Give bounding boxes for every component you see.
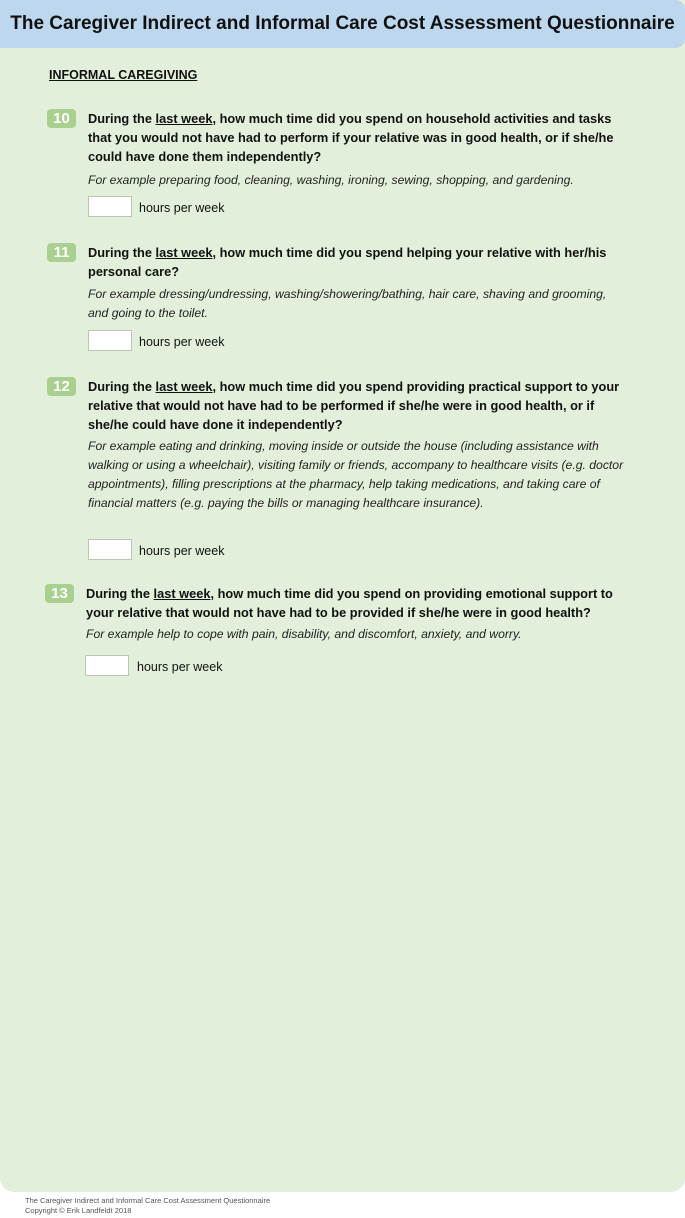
question-example: For example dressing/undressing, washing/showering/bathing, hair care, shaving and grooming, and going to the toilet. bbox=[88, 287, 607, 320]
question-text-body: , how much time did you spend helping your relative with her/his personal care? bbox=[88, 245, 607, 279]
question-example: For example eating and drinking, moving inside or outside the house (including assistance with walking or using a wheelchair), visiting family or friends, accompany to healthcare visits (e.g. doctor appointments), filling prescriptions at the pharmacy, help taking medications, and taking care of financial matters (e.g. paying the bills or managing healthcare insurance). bbox=[88, 439, 624, 510]
page-title: The Caregiver Indirect and Informal Care Cost Assessment Questionnaire bbox=[10, 13, 675, 34]
hours-unit-label: hours per week bbox=[139, 544, 225, 558]
section-heading: INFORMAL CAREGIVING bbox=[49, 68, 198, 82]
hours-unit-label: hours per week bbox=[137, 660, 223, 674]
hours-unit-label: hours per week bbox=[139, 201, 225, 215]
question-emphasis: last week bbox=[155, 111, 213, 126]
question-emphasis: last week bbox=[155, 379, 213, 394]
question-text bbox=[88, 243, 628, 281]
question-text bbox=[86, 584, 626, 622]
question-text-body: , how much time did you spend on providing emotional support to your relative that would not have had to be provided if she/he were in good health? bbox=[86, 586, 613, 620]
hours-input[interactable] bbox=[88, 196, 132, 217]
hours-unit-label: hours per week bbox=[139, 335, 225, 349]
question-text-body: , how much time did you spend on household activities and tasks that you would not have had to perform if your relative was in good health, or if she/he could have done them independently? bbox=[88, 111, 614, 164]
footer-title: The Caregiver Indirect and Informal Care Cost Assessment Questionnaire bbox=[25, 1196, 271, 1205]
question-text-prefix: During the bbox=[88, 379, 156, 394]
question-text bbox=[88, 109, 628, 166]
question-text-prefix: During the bbox=[86, 586, 154, 601]
question-number-badge: 11 bbox=[47, 243, 76, 262]
hours-input[interactable] bbox=[88, 330, 132, 351]
question-example: For example help to cope with pain, disability, and discomfort, anxiety, and worry. bbox=[86, 627, 522, 641]
question-emphasis: last week bbox=[153, 586, 211, 601]
hours-input[interactable] bbox=[88, 539, 132, 560]
question-number-badge: 10 bbox=[47, 109, 76, 128]
question-example: For example preparing food, cleaning, washing, ironing, sewing, shopping, and gardening. bbox=[88, 173, 574, 187]
hours-input[interactable] bbox=[85, 655, 129, 676]
question-text-prefix: During the bbox=[88, 245, 156, 260]
question-emphasis: last week bbox=[155, 245, 213, 260]
question-text-body: , how much time did you spend providing practical support to your relative that would not have had to be performed if she/he were in good health, or if she/he could have done it independently? bbox=[88, 379, 620, 432]
question-number-badge: 12 bbox=[47, 377, 76, 396]
question-text bbox=[88, 377, 628, 434]
question-number-badge: 13 bbox=[45, 584, 74, 603]
question-text-prefix: During the bbox=[88, 111, 156, 126]
footer bbox=[25, 1196, 270, 1216]
footer-copyright: Copyright © Erik Landfeldt 2018 bbox=[25, 1206, 132, 1215]
